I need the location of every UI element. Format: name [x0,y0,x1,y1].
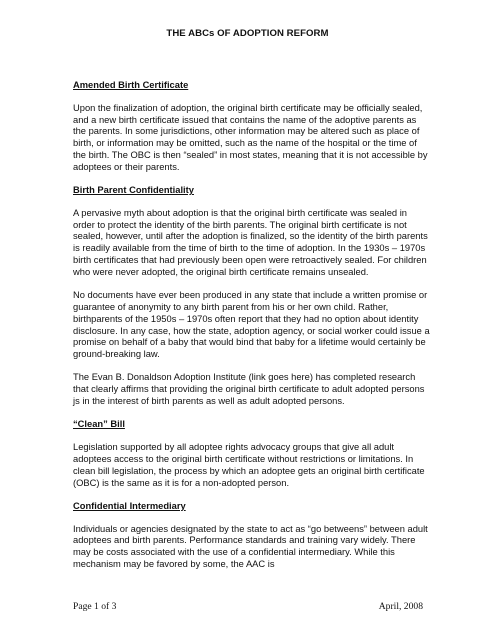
paragraph: Legislation supported by all adoptee rights advocacy groups that give all adult adoptees access to the original birth certificate without restrictions or limitations. In clean bill legislation, the process by which an adoptee gets an original birth certificate (OBC) is the same as it is for a non-adopted person. [73,442,425,488]
paragraph: A pervasive myth about adoption is that the original birth certificate was sealed in order to protect the identity of the birth parents. The original birth certificate is not sealed, however, until after the adoption is finalized, so the identity of the birth parents is readily available from the time of birth to the time of adoption. In the 1930s – 1970s birth certificates that had previously been open were retroactively sealed. For children who were never adopted, the original birth certificate remains unsealed. [73,207,428,277]
footer-date: April, 2008 [378,601,423,612]
paragraph: The Evan B. Donaldson Adoption Institute (link goes here) has completed research that clearly affirms that providing the original birth certificate to adult adopted persons js in the interest of birth parents as well as adult adopted persons. [73,372,425,407]
section-heading-clean-bill: “Clean” Bill [73,419,125,430]
document-body [73,80,430,582]
section-heading-amended-birth-certificate: Amended Birth Certificate [73,80,189,90]
page-footer [73,601,423,612]
document-title: THE ABCs OF ADOPTION REFORM [166,28,329,39]
section-heading-birth-parent-confidentiality: Birth Parent Confidentiality [73,185,194,196]
section-heading-confidential-intermediary: Confidential Intermediary [73,500,186,511]
paragraph: Upon the finalization of adoption, the original birth certificate may be officially sealed, and a new birth certificate issued that contains the name of the adoptive parents as the parents. In some jurisdictions, other information may be altered such as place of birth, or information may be omitted, such as the name of the hospital or the time of the birth. The OBC is then “sealed” in most states, meaning that it is not accessible by adoptees or their parents. [73,102,428,172]
paragraph: Individuals or agencies designated by the state to act as “go betweens” between adult adoptees and birth parents. Performance standards and training vary widely. There may be costs associated with the use of a confidential intermediary. While this mechanism may be favored by some, the AAC is [73,523,428,569]
paragraph: No documents have ever been produced in any state that include a written promise or guarantee of anonymity to any birth parent from his or her own child. Rather, birthparents of the 1950s – 1970s often report that they had no option about identity disclosure. In any case, how the state, adoption agency, or social worker could issue a promise on behalf of a baby that would bind that baby for a lifetime would certainly be ground-breaking law. [73,290,430,360]
page-number: Page 1 of 3 [73,601,117,612]
